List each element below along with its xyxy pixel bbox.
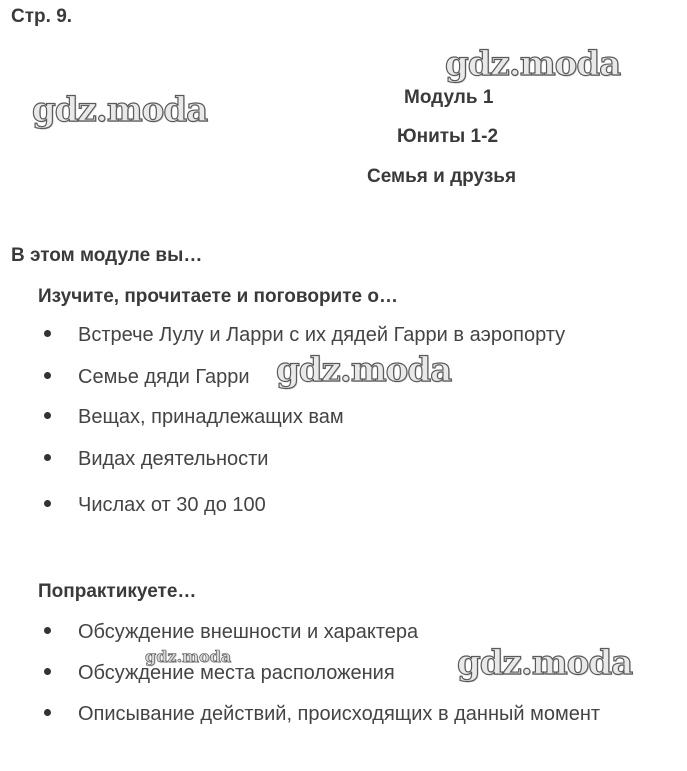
bullet-icon (44, 454, 51, 461)
practice-list-item: Обсуждение внешности и характера (44, 621, 418, 644)
learn-list-item: Вещах, принадлежащих вам (44, 406, 344, 429)
bullet-icon (44, 330, 51, 337)
watermark-logo: gdz.moda (276, 350, 452, 390)
learn-list-item: Видах деятельности (44, 448, 268, 471)
module-title: Модуль 1 (404, 87, 494, 108)
bullet-icon (44, 668, 51, 675)
bullet-icon (44, 627, 51, 634)
bullet-icon (44, 412, 51, 419)
learn-list-item: Семье дяди Гарри (44, 366, 250, 389)
learn-list-item: Встрече Лулу и Ларри с их дядей Гарри в аэропорту (44, 324, 565, 347)
watermark-logo: gdz.moda (32, 90, 208, 130)
bullet-icon (44, 372, 51, 379)
module-intro: В этом модуле вы… (11, 245, 203, 266)
bullet-icon (44, 500, 51, 507)
watermark-logo: gdz.moda (445, 44, 621, 84)
units-title: Юниты 1-2 (397, 126, 499, 147)
practice-list-item: Описывание действий, происходящих в данный момент (44, 703, 600, 726)
bullet-icon (44, 709, 51, 716)
watermark-logo: gdz.moda (145, 647, 232, 666)
learn-list-item: Числах от 30 до 100 (44, 494, 266, 517)
watermark-logo: gdz.moda (457, 643, 633, 683)
page-number: Стр. 9. (11, 6, 73, 27)
practice-list-item: Обсуждение места расположения (44, 662, 395, 685)
practice-section-title: Попрактикуете… (38, 581, 197, 602)
learn-section-title: Изучите, прочитаете и поговорите о… (38, 286, 398, 307)
topic-title: Семья и друзья (367, 166, 517, 187)
